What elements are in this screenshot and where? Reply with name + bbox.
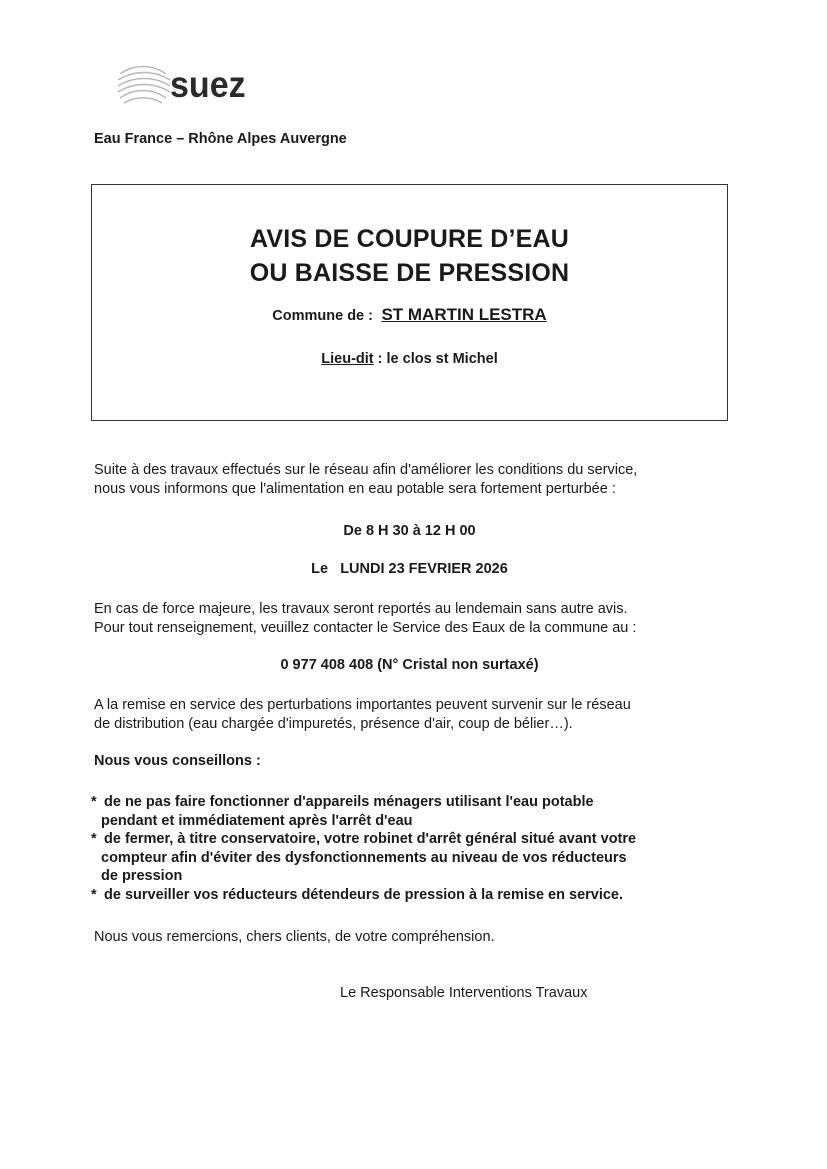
- list-item: [91, 886, 727, 905]
- intro-paragraph: [94, 461, 734, 499]
- lieu-dit-line: [91, 351, 728, 367]
- intro-line1: Suite à des travaux effectués sur le réseau afin d'améliorer les conditions du service,: [94, 462, 638, 478]
- bullet-star-icon: *: [91, 886, 97, 903]
- notice-box: [91, 184, 728, 421]
- advice-3-line1: de surveiller vos réducteurs détendeurs de pression à la remise en service.: [104, 886, 624, 903]
- advice-1-line1: de ne pas faire fonctionner d'appareils ménagers utilisant l'eau potable: [104, 794, 594, 810]
- force-line2: Pour tout renseignement, veuillez contacter le Service des Eaux de la commune au :: [94, 620, 637, 636]
- organization-name: Eau France – Rhône Alpes Auvergne: [94, 131, 347, 147]
- suez-swirl-icon: [112, 56, 176, 112]
- advice-list: [91, 793, 727, 904]
- lieu-dit-label: Lieu-dit: [321, 351, 374, 367]
- advice-2-line1: de fermer, à titre conservatoire, votre robinet d'arrêt général situé avant votre: [104, 831, 637, 847]
- bullet-star-icon: *: [91, 794, 97, 810]
- notice-title-line1: AVIS DE COUPURE D’EAU: [249, 225, 570, 253]
- force-majeure-paragraph: [94, 600, 734, 638]
- list-item: [91, 830, 727, 886]
- commune-line: [91, 305, 728, 325]
- time-range: De 8 H 30 à 12 H 00: [343, 523, 476, 539]
- force-line1: En cas de force majeure, les travaux seront reportés au lendemain sans autre avis.: [94, 601, 628, 617]
- advice-2-line3: de pression: [101, 868, 183, 884]
- phone-number: 0 977 408 408 (N° Cristal non surtaxé): [280, 657, 539, 673]
- suez-logo: [112, 56, 272, 112]
- advice-2-line2: compteur afin d'éviter des dysfonctionnements au niveau de vos réducteurs: [101, 849, 627, 866]
- intro-line2: nous vous informons que l'alimentation en eau potable sera fortement perturbée :: [94, 481, 616, 497]
- remise-line1: A la remise en service des perturbations importantes peuvent survenir sur le réseau: [94, 697, 631, 713]
- commune-label: Commune de :: [272, 308, 373, 324]
- signature: Le Responsable Interventions Travaux: [340, 985, 588, 1001]
- advice-1-line2: pendant et immédiatement après l'arrêt d'eau: [101, 812, 413, 829]
- notice-title-line2: OU BAISSE DE PRESSION: [249, 259, 570, 287]
- commune-value: ST MARTIN LESTRA: [381, 305, 547, 324]
- date-line: [91, 561, 728, 577]
- remise-paragraph: [94, 696, 734, 734]
- logo-text: suez: [170, 63, 246, 105]
- date-value: LUNDI 23 FEVRIER 2026: [340, 561, 508, 577]
- bullet-star-icon: *: [91, 831, 97, 847]
- date-prefix: Le: [311, 561, 329, 577]
- advice-heading: Nous vous conseillons :: [94, 753, 261, 769]
- lieu-dit-value: : le clos st Michel: [373, 351, 498, 367]
- closing-text: Nous vous remercions, chers clients, de votre compréhension.: [94, 929, 495, 945]
- list-item: [91, 793, 727, 830]
- remise-line2: de distribution (eau chargée d'impuretés, présence d'air, coup de bélier…).: [94, 716, 573, 732]
